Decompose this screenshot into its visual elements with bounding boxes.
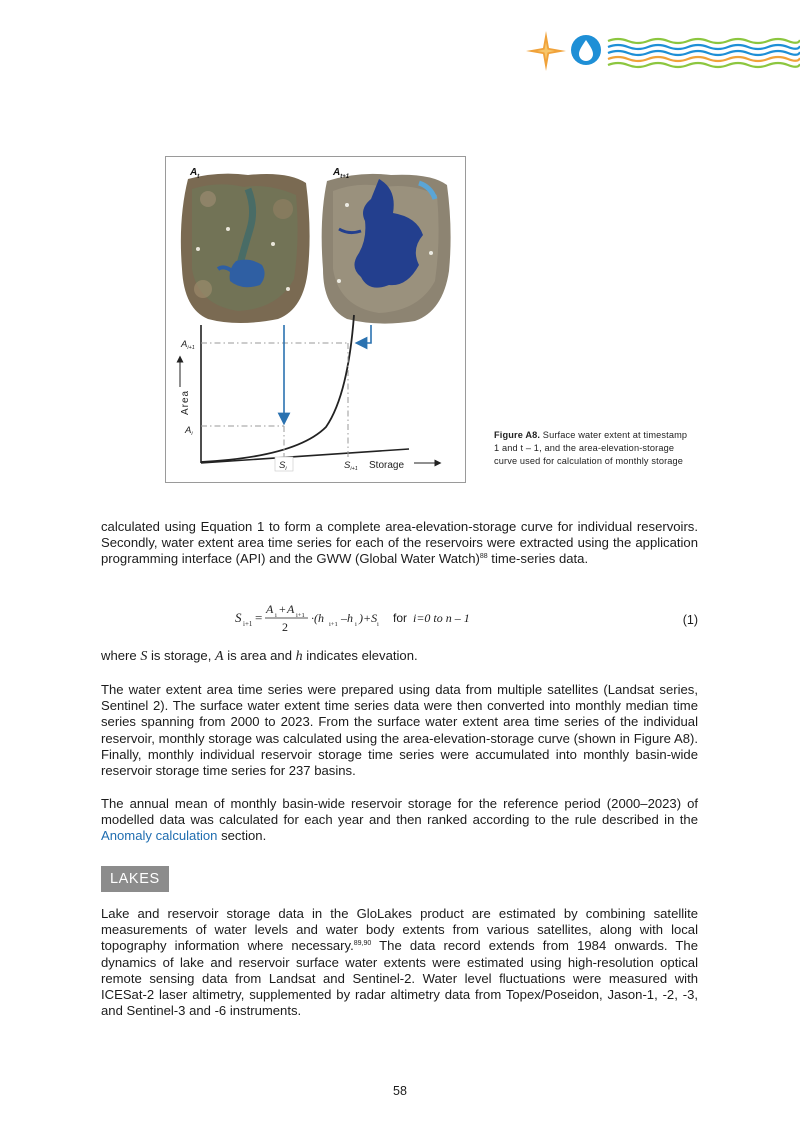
svg-text:for: for	[393, 611, 408, 625]
paragraph-3: The water extent area time series were prepared using data from multiple satellites (Landsat series, Sentinel 2). The surface water extent time series data were then converted into monthly median time series spanning from 2000 to 2023. From the surface water extent area time series of the individual reservoir, monthly storage was calculated using the area-elevation-storage curve (shown in Figure A8). Finally, monthly individual reservoir storage time series were accumulated into monthly basin-wide reservoir storage time series for 237 basins.	[101, 682, 698, 779]
svg-text:–h: –h	[341, 611, 353, 625]
anomaly-calculation-link[interactable]: Anomaly calculation	[101, 828, 218, 844]
arrow-at1-to-curve	[361, 325, 371, 343]
svg-text:Si+1: $S_{i+1}$	[344, 460, 358, 472]
area-storage-curve	[166, 157, 467, 484]
x-tick-right: S	[344, 460, 351, 471]
paragraph-1: calculated using Equation 1 to form a complete area-elevation-storage curve for individual reservoirs. Secondly, water extent area time series for each of the reservoirs were extracted using the application programming interface (API) and the GWW (Global Water Watch)$^{88}$ time-series data.	[101, 519, 698, 567]
y-axis-label: Area	[180, 389, 191, 415]
y-tick-upper: A	[181, 339, 188, 350]
water-drop-star-waves-logo	[522, 28, 800, 74]
svg-text:)+S: )+S	[359, 611, 378, 625]
paragraph-5: Lake and reservoir storage data in the GloLakes product are estimated by combining satellite measurements of water levels and water body extents from various satellites, along with local topography information where necessary.$^{89,90}$ The data record extends from 1984 onwards. The dynamics of lake and reservoir surface water extents were estimated using high-resolution optical remote sensing data from Landsat and Sentinel-2. Water level fluctuations were measured with ICESat-2 laser altimetry, supplemented by radar altimetry data from Topex/Poseidon, Jason-1, -2, -3, and Sentinel-3 and -6 instruments.	[101, 906, 698, 1019]
compass-star-icon	[526, 31, 566, 71]
svg-text:Ai+1: $A_{i+1}$	[181, 339, 195, 351]
svg-text:+: +	[279, 603, 286, 616]
svg-text:2: 2	[282, 620, 288, 634]
image-label-at-plus-1: $A_{t+1}$	[333, 167, 350, 180]
svg-text:i=0 to n – 1: i=0 to n – 1	[413, 611, 470, 625]
figure-a8	[165, 156, 466, 483]
page-number: 58	[393, 1084, 407, 1098]
svg-text:A: A	[287, 603, 295, 616]
svg-text:i: i	[355, 621, 357, 628]
paragraph-4: The annual mean of monthly basin-wide reservoir storage for the reference period (2000–2023) of modelled data was calculated for each year and then ranked according to the rule described in the Anomaly calculation section.	[101, 796, 698, 844]
svg-text:Si: $S_i$	[279, 460, 287, 472]
svg-text:Ai: $A_i$	[185, 425, 193, 437]
svg-text:i+1: i+1	[329, 621, 338, 628]
svg-text:A: A	[266, 603, 274, 616]
y-tick-lower: A	[185, 425, 192, 436]
svg-text:S: S	[235, 610, 242, 625]
waves-icon	[608, 39, 800, 67]
section-heading-lakes: LAKES	[101, 866, 169, 892]
image-label-at: $A_t$	[190, 167, 200, 180]
svg-text:i: i	[275, 612, 277, 619]
x-axis-label: Storage	[369, 460, 405, 471]
figure-caption: Figure A8. Surface water extent at timestamp 1 and t – 1, and the area-elevation-storage curve used for calculation of monthly storage	[494, 430, 688, 466]
equation-1	[235, 603, 535, 637]
equation-number: (1)	[682, 613, 698, 627]
svg-text:i: i	[377, 621, 379, 628]
paragraph-2: where S is storage, A is area and h indicates elevation.	[101, 648, 418, 664]
svg-text:i+1: i+1	[243, 620, 253, 628]
x-tick-left: S	[279, 460, 286, 471]
svg-text:=: =	[255, 610, 263, 625]
svg-text:·(h: ·(h	[311, 611, 324, 625]
water-drop-icon	[571, 35, 601, 65]
storage-curve	[201, 315, 354, 462]
svg-text:i+1: i+1	[296, 612, 305, 619]
